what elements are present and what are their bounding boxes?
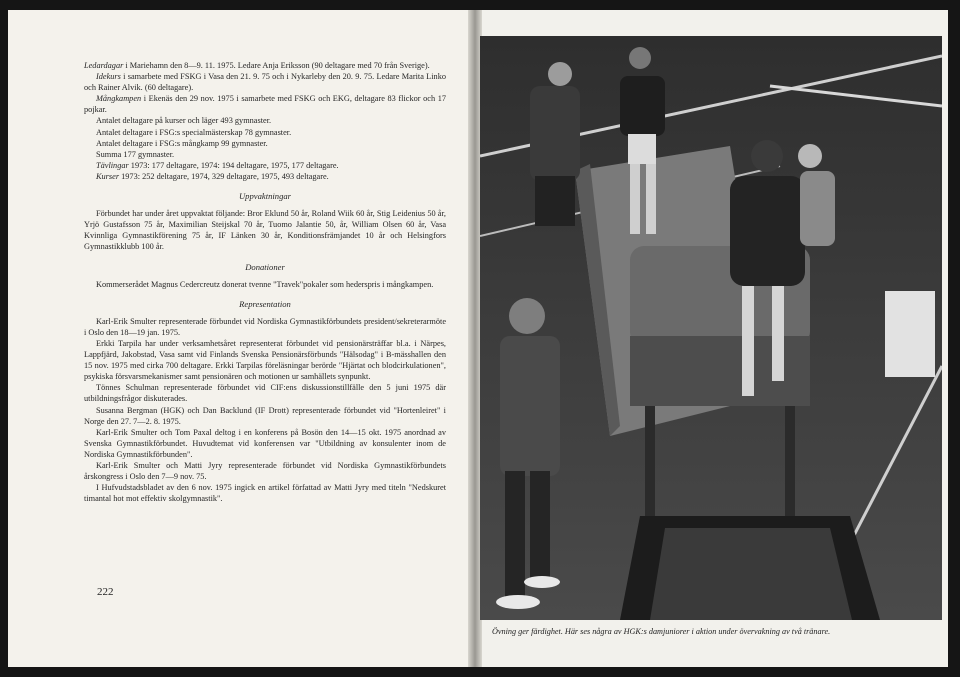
photo-caption: Övning ger färdighet. Här ses några av HGK:s damjuniorer i aktion under övervakning av två tränare. <box>492 627 831 636</box>
representation-paragraph: Erkki Tarpila har under verksamhetsåret representerat förbundet vid pensionärsträffar bl.a. i Närpes, Lappfjärd, Jakobstad, Vasa samt vid Finlands Svenska Pensionärsförbunds "Hälsodag" i B-mässhallen den 15 nov. 1975 med cirka 700 deltagare. Erkki Tarpilas föreläsningar berörde "Hjärtat och blodcirkulationen", psykiska försvarsmekanismer samt pensionären och motionen ur samhällets synpunkt. <box>84 338 446 382</box>
heading-representation: Representation <box>239 298 291 309</box>
donationer-paragraph: Kommerserådet Magnus Cedercreutz donerat tvenne "Travek"pokaler som hederspris i mångkampen. <box>96 279 434 289</box>
page-number: 222 <box>97 586 114 598</box>
uppvaktningar-paragraph: Förbundet har under året uppvaktat följande: Bror Eklund 50 år, Roland Wiik 60 år, Stig Leidenius 50 år, Yrjö Gustafsson 75 år, Maximilian Steijskal 70 år, Tuomo Jalantie 50, år, William Olsen 60 år, Vasa Kvinnliga Gymnastikförening 75 år, IF Länken 30 år, Konditionsfrämjandet 10 år och Helsingfors Gymnastikklubb 100 år. <box>84 209 446 252</box>
representation-paragraph: Karl-Erik Smulter representerade förbundet vid Nordiska Gymnastikförbundets president/sekreterarmöte i Oslo den 18—19 jan. 1975. <box>84 316 446 337</box>
stat-line: Antalet deltagare på kurser och läger 493 gymnaster. <box>96 116 272 126</box>
representation-paragraph: Karl-Erik Smulter och Matti Jyry representerade förbundet vid Nordiska Gymnastikförbundets årskongress i Oslo den 7—9 nov. 75. <box>84 461 446 482</box>
left-page-text <box>84 60 446 504</box>
horse-leg <box>645 406 655 526</box>
representation-paragraph: Tönnes Schulman representerade förbundet vid CIF:ens diskussionstillfälle den 5 juni 1975 där utbildningsfrågor diskuterades. <box>84 383 446 404</box>
heading-uppvaktningar: Uppvaktningar <box>238 191 292 202</box>
horse-leg <box>785 406 795 526</box>
gymnastics-photo-illustration <box>480 36 942 620</box>
idekurs-paragraph: Idekurs i samarbete med FSKG i Vasa den 21. 9. 75 och i Nykarleby den 20. 9. 75. Ledare Marita Linko och Rainer Alvik. (60 deltagare). <box>84 72 446 93</box>
gymnastics-photo <box>480 36 942 620</box>
representation-paragraph: Susanna Bergman (HGK) och Dan Backlund (IF Drott) representerade förbundet vid "Hortenleiret" i Norge den 27. 7—2. 8. 1975. <box>84 405 446 426</box>
representation-paragraph: I Hufvudstadsbladet av den 6 nov. 1975 ingick en artikel författad av Matti Jyry med titeln "Nedskuret timantal hot mot effektiv skolgymnastik". <box>84 483 446 504</box>
trampoline-bed <box>650 528 852 620</box>
tavlingar-line: Tävlingar 1973: 177 deltagare, 1974: 194 deltagare, 1975, 177 deltagare. <box>96 160 339 170</box>
stat-line: Antalet deltagare i FSG:s specialmästerskap 78 gymnaster. <box>96 127 292 137</box>
gymnast-waiting <box>800 171 835 246</box>
mangkampen-paragraph: Mångkampen i Ekenäs den 29 nov. 1975 i samarbete med FSKG och EKG, deltagare 83 flickor och 17 pojkar. <box>84 94 446 115</box>
floor-mat <box>885 291 935 377</box>
coach-front <box>500 336 560 476</box>
gymnast-vaulting <box>730 176 805 286</box>
representation-paragraph: Karl-Erik Smulter och Tom Paxal deltog i en konferens på Bosön den 14—15 okt. 1975 anordnad av Svenska Gymnastikförbundet. Huvudtemat vid konferensen var "Utbildning av konsulenter inom de Nordiska Gymnastikförbunden". <box>84 427 446 459</box>
kurser-line: Kurser 1973: 252 deltagare, 1974, 329 deltagare, 1975, 493 deltagare. <box>96 171 329 181</box>
ledardagar-paragraph: Ledardagar i Mariehamn den 8—9. 11. 1975. Ledare Anja Eriksson (90 deltagare med 70 från Sverige). <box>84 61 430 70</box>
stat-line: Summa 177 gymnaster. <box>96 149 175 159</box>
coach-back <box>530 86 580 181</box>
stat-line: Antalet deltagare i FSG:s mångkamp 99 gymnaster. <box>96 138 268 148</box>
heading-donationer: Donationer <box>245 261 285 272</box>
gymnast-far <box>620 76 665 136</box>
